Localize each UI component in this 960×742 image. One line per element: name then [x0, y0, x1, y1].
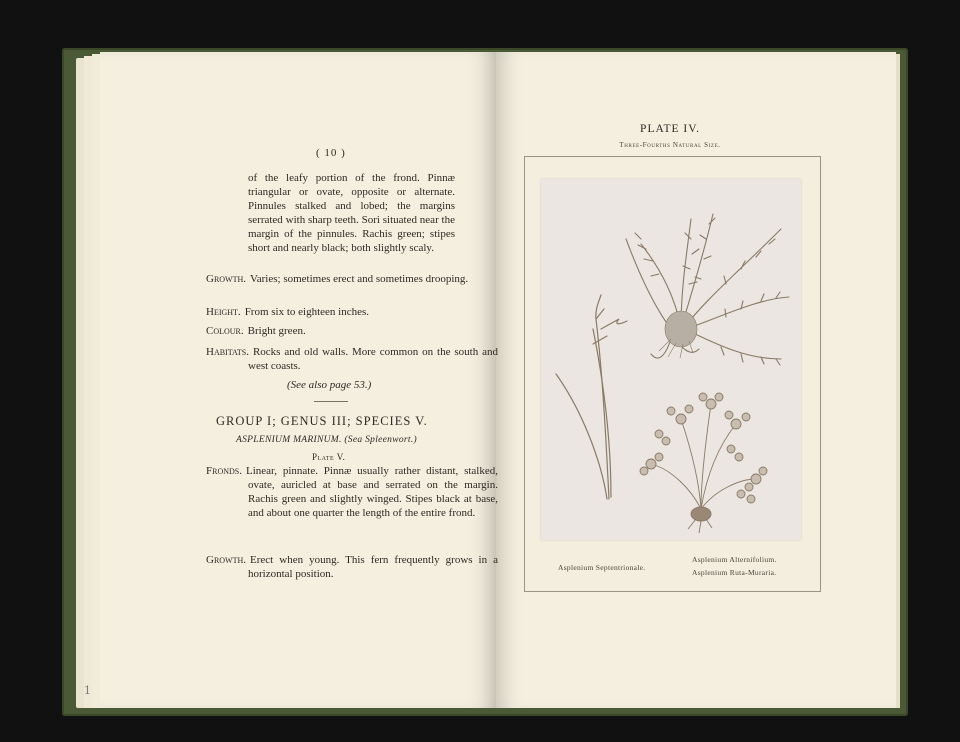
- fern-specimen-septentrionale-icon: [556, 295, 627, 499]
- entry-habitats: [206, 345, 498, 373]
- pencil-page-mark: 1: [84, 684, 91, 697]
- section-divider: [314, 401, 348, 402]
- plate-title: PLATE IV.: [640, 123, 700, 135]
- entry-text: Varies; sometimes erect and sometimes drooping.: [250, 273, 469, 285]
- continuation-paragraph: of the leafy portion of the frond. Pinnæ triangular or ovate, opposite or alternate. Pinnules stalked and lobed; the margins serrated with sharp teeth. Sori situated near the margin of the pinnules. Rachis green; stipes short and nearly black; both slightly scaly.: [248, 172, 455, 254]
- entry-text: From six to eighteen inches.: [244, 306, 370, 318]
- see-also-reference: (See also page 53.): [287, 379, 372, 391]
- plate-subtitle: Three-Fourths Natural Size.: [619, 141, 721, 149]
- entry-fronds: [206, 464, 498, 520]
- entry-term: Habitats.: [206, 346, 249, 358]
- entry-text: Erect when young. This fern frequently grows in a horizontal position.: [248, 554, 498, 580]
- entry-term: Growth.: [206, 554, 247, 566]
- entry-term: Height.: [206, 306, 241, 318]
- entry-text: Linear, pinnate. Pinnæ usually rather distant, stalked, ovate, auricled at base and serrated on the margin. Rachis green and slightly winged. Stipes black at base, and about one quarter the length of the entire frond.: [246, 465, 498, 519]
- entry-height: [206, 305, 498, 319]
- fern-root-mass: [659, 311, 697, 358]
- entry-growth-2: [206, 553, 498, 581]
- entry-text: Bright green.: [247, 325, 306, 337]
- entry-term: Colour.: [206, 325, 244, 337]
- entry-text: Rocks and old walls. More common on the south and west coasts.: [248, 346, 498, 372]
- entry-growth: [206, 272, 498, 286]
- fern-specimen-ruta-muraria-icon: [640, 393, 767, 533]
- page-number: ( 10 ): [316, 147, 346, 159]
- caption-right: [692, 553, 777, 579]
- entry-colour: [206, 324, 498, 338]
- entry-term: Growth.: [206, 273, 247, 285]
- specimen-photograph[interactable]: [541, 179, 801, 540]
- plate-reference: Plate V.: [312, 452, 346, 462]
- caption-septentrionale: Asplenium Septentrionale.: [558, 563, 646, 572]
- caption-alternifolium: Asplenium Alternifolium.: [692, 555, 777, 564]
- fern-specimen-alternifolium-icon: [626, 214, 789, 365]
- species-name: ASPLENIUM MARINUM. (Sea Spleenwort.): [236, 435, 417, 445]
- entry-term: Fronds.: [206, 465, 242, 477]
- group-title: GROUP I; GENUS III; SPECIES V.: [216, 414, 428, 428]
- caption-ruta-muraria: Asplenium Ruta-Muraria.: [692, 568, 777, 577]
